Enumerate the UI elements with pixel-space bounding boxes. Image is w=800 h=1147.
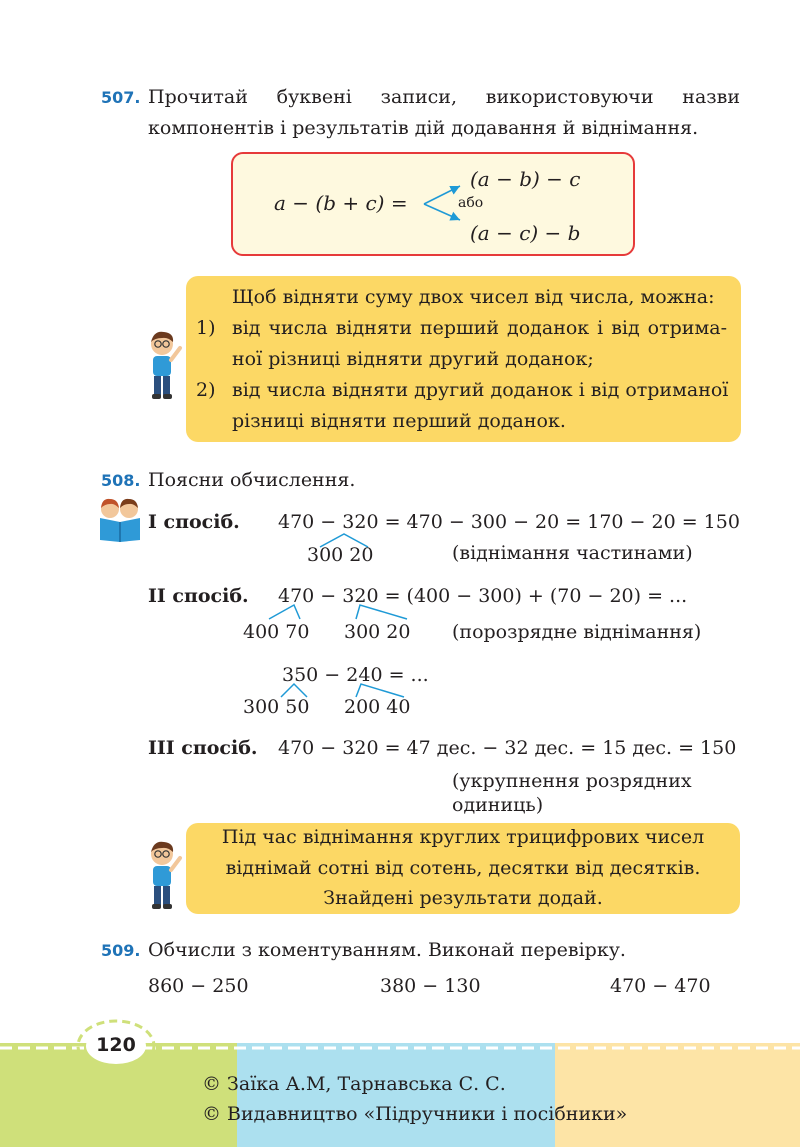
method1-split: 300 20	[307, 544, 374, 566]
exercise-507-number: 507.	[101, 88, 141, 107]
method1-expression: 470 − 320 = 470 − 300 − 20 = 170 − 20 = 150	[278, 511, 740, 533]
method1-label: I спосіб.	[148, 511, 240, 533]
copyright-publisher: © Видавництво «Підручники і посібники»	[202, 1103, 628, 1125]
footer-strip-peach	[555, 1043, 800, 1147]
formula-top: (a − b) − c	[470, 167, 581, 191]
method2-label: II спосіб.	[148, 585, 249, 607]
exercise-509-expr-3: 470 − 470	[610, 975, 711, 997]
exercise-509-title: Обчисли з коментуванням. Виконай перевірку.	[148, 939, 626, 961]
exercise-508-title: Поясни обчислення.	[148, 469, 356, 491]
rule2-line2: віднімай сотні від сотень, десятки від десятків.	[225, 857, 701, 879]
method3-note-line1: (укрупнення розрядних	[452, 770, 692, 792]
method2b-expression: 350 − 240 = ...	[282, 664, 429, 686]
formula-bottom: (a − c) − b	[470, 221, 581, 245]
rule2-line3: Знайдені результати додай.	[323, 887, 603, 909]
method2-note: (порозрядне віднімання)	[452, 621, 702, 643]
method3-label: III спосіб.	[148, 737, 258, 759]
method2b-split-a: 300 50	[243, 696, 310, 718]
page-number: 120	[96, 1034, 136, 1056]
method3-note-line2: одиниць)	[452, 794, 544, 816]
rule1-item1-line2: ної різниці відняти другий доданок;	[232, 348, 594, 370]
rule1-item2-marker: 2)	[196, 379, 216, 401]
exercise-508-number: 508.	[101, 471, 141, 490]
rule1-item1-marker: 1)	[196, 317, 216, 339]
method1-note: (віднімання частинами)	[452, 542, 693, 564]
rule1-item2-line2: різниці відняти перший доданок.	[232, 410, 566, 432]
method2-split-a: 400 70	[243, 621, 310, 643]
method3-expression: 470 − 320 = 47 дес. − 32 дес. = 15 дес. = 150	[278, 737, 737, 759]
formula-left: a − (b + c) =	[274, 191, 408, 215]
exercise-507-text-line1: Прочитай буквені записи, використовуючи назви	[148, 86, 740, 108]
method2b-split-b: 200 40	[344, 696, 411, 718]
rule1-intro: Щоб відняти суму двох чисел від числа, можна:	[232, 286, 715, 308]
exercise-509-expr-2: 380 − 130	[380, 975, 481, 997]
method2-expression: 470 − 320 = (400 − 300) + (70 − 20) = ...	[278, 585, 688, 607]
rule1-item1-line1: від числа відняти перший доданок і від отрима-	[232, 317, 727, 339]
exercise-507-text-line2: компонентів і результатів дій додавання й віднімання.	[148, 117, 699, 139]
exercise-509-expr-1: 860 − 250	[148, 975, 249, 997]
copyright-authors: © Заїка А.М, Тарнавська С. С.	[202, 1073, 506, 1095]
formula-or: або	[458, 195, 484, 211]
method2-split-b: 300 20	[344, 621, 411, 643]
rule2-line1: Під час віднімання круглих трицифрових чисел	[221, 826, 705, 848]
exercise-509-number: 509.	[101, 941, 141, 960]
rule1-item2-line1: від числа відняти другий доданок і від отриманої	[232, 379, 729, 401]
boy-icon-2	[140, 840, 188, 912]
